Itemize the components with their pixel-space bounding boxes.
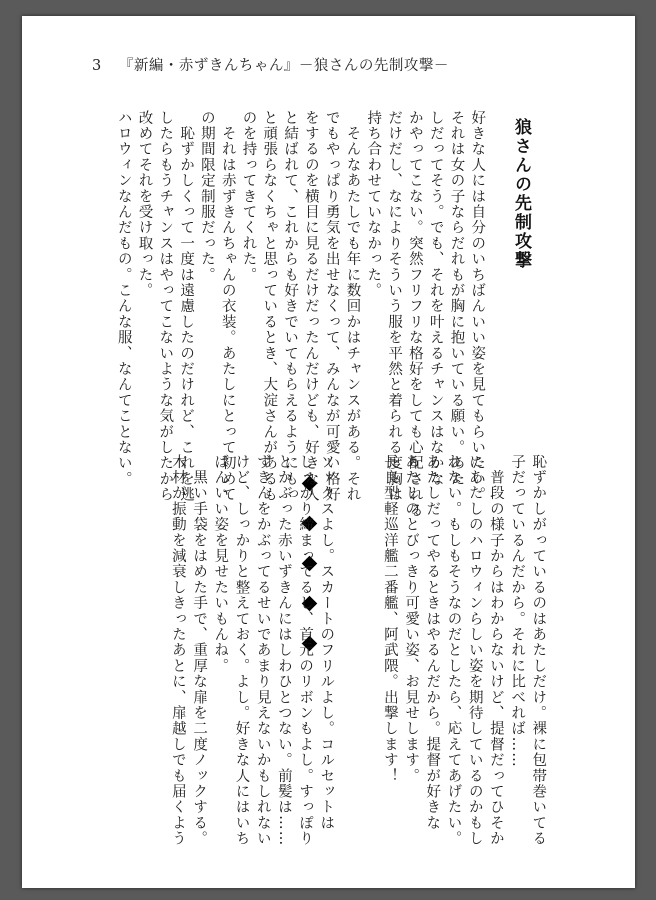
text-column: のを持ってきてくれた。 [240,110,257,283]
text-column: をするのを横目に見るだけだったんだけども、好きな人 [302,110,319,503]
page-header [92,54,572,80]
page-number: 3 [92,58,102,74]
text-column: 持ち合わせていなかった。 [365,110,382,299]
text-column: の期間限定制服だった。 [198,110,215,283]
text-column: 木材が振動を減衰しきったあとに、扉越しでも届くよう [169,454,186,847]
text-column: けど、しっかりと整えておく。よし。好きな人にはいち [233,454,250,847]
text-column: したらもうチャンスはやってこないような気がしたから [157,110,174,503]
text-column: 長良型軽巡洋艦二番艦、阿武隈。出撃します！ [381,454,398,784]
text-column: しだってそう。でも、それを叶えるチャンスはなかな [427,110,444,487]
text-column: 改めてそれを受け取った。 [136,110,153,299]
section-title: 狼さんの先制攻撃 [511,118,531,270]
text-column: でもやっぱり勇気を出せなくって、みんなが可愛い格好 [323,110,340,503]
text-column: 好きな人には自分のいちばんいい姿を見てもらいたい。 [469,110,486,503]
text-column: だけだし、なによりそういう服を平然と着られる度胸は [386,110,403,503]
text-column: そんなあたしでも年に数回かはチャンスがある。それ [344,110,361,503]
text-column: 黒い手袋をはめた手で、重厚な扉を二度ノックする。 [191,454,208,847]
text-column: と結ばれて、これからも好きでいてもらえるようにもっ [282,110,299,503]
text-column: 恥ずかしがっているのはあたしだけ。裸に包帯巻いてる [530,454,547,847]
text-column: しっかり締まってるし、首元のリボンもよし。すっぽり [297,454,314,847]
document-page [22,16,635,888]
text-column: とかぶった赤いずきんにはしわひとつない。前髪は…… [275,454,292,847]
text-column: ばんいい姿を見せたいもんね。 [212,454,229,674]
text-column: ずきんをかぶってるせいであまり見えないかもしれない [254,454,271,847]
text-column: 子だっているんだから。それに比べれば…… [509,454,526,768]
text-column: かやってこない。突然フリフリな格好をしても心配される [406,110,423,519]
text-column: にあたしのハロウィンらしい姿を期待しているのかもし [466,454,483,847]
text-column: れない。もしもそうなのだとしたら、応えてあげたい。 [445,454,462,847]
text-column: それは赤ずきんちゃんの衣装。あたしにとって初めて [219,110,236,503]
text-column: あたしだってやるときはやるんだから。提督が好きな [424,454,441,831]
text-column: ソックスよし。スカートのフリルよし。コルセットは [318,454,335,831]
text-column: 普段の様子からはわからないけど、提督だってひそか [487,454,504,847]
text-column: 恥ずかしくって一度は遠慮したのだけれど、これを逃 [178,110,195,503]
text-column: それは女の子ならだれもが胸に抱いている願い。あた [448,110,465,487]
text-column: あたしのとびっきり可愛い姿、お見せします。 [403,454,420,784]
text-column: と頑張らなくちゃと思っているとき、大淀さんがあるも [261,110,278,503]
text-column: ハロウィンなんだもの。こんな服、なんてことない。 [115,110,132,487]
header-title: 『新編・赤ずきんちゃん』－狼さんの先制攻撃－ [118,58,449,74]
